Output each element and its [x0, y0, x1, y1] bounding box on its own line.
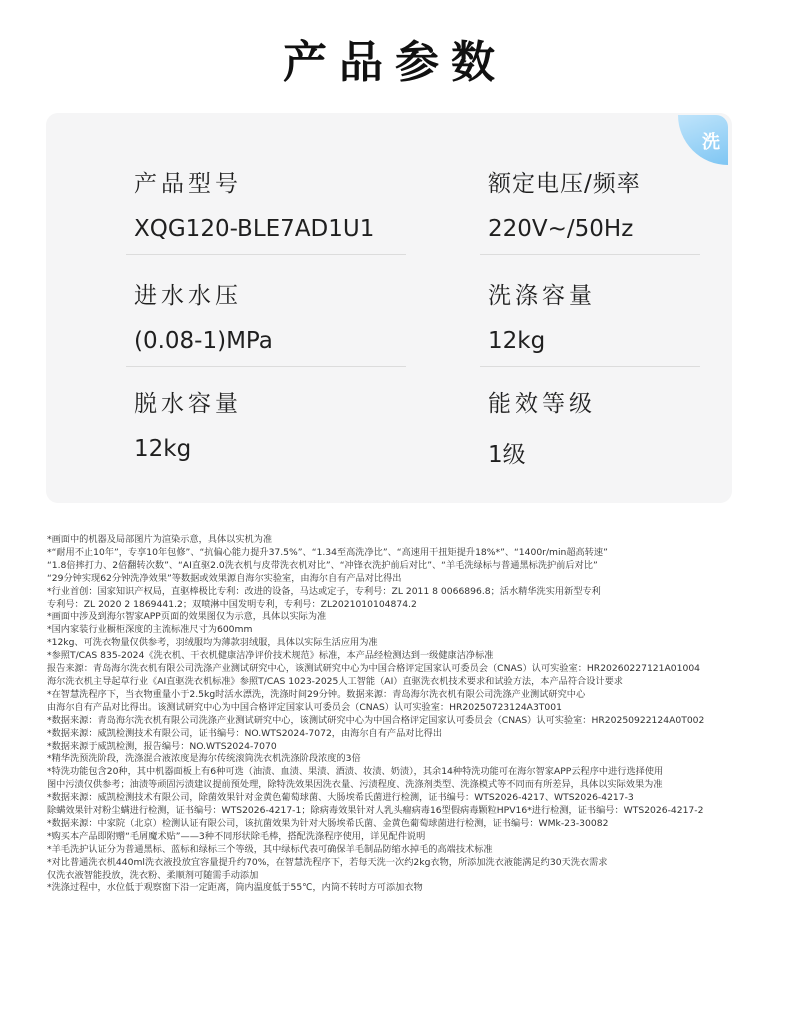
- param-value: 220V~/50Hz: [488, 216, 634, 242]
- footnote-line: *洗涤过程中，水位低于观察窗下沿一定距离，筒内温度低于55℃，内筒不转时方可添加衣物: [47, 882, 423, 894]
- footnote-line: *精华洗预洗阶段，洗涤混合液浓度是海尔传统滚筒洗衣机洗涤阶段浓度的3倍: [47, 753, 361, 765]
- param-value: 1级: [488, 442, 526, 468]
- footnote-line: *画面中涉及到海尔智家APP页面的效果图仅为示意，具体以实际为准: [47, 611, 327, 623]
- param-value: XQG120-BLE7AD1U1: [134, 216, 375, 242]
- param-energy-grade: [488, 385, 596, 469]
- footnote-line: *数据来源于威凯检测，报告编号：NO.WTS2024-7070: [47, 740, 277, 752]
- footnote-line: 报告来源：青岛海尔洗衣机有限公司洗涤产业测试研究中心，该测试研究中心为中国合格评定国家认可委员会（CNAS）认可实验室：HR20260227121A01004: [47, 663, 701, 675]
- footnote-line: *数据来源：中家院（北京）检测认证有限公司，该抗菌效果为针对大肠埃希氏菌、金黄色葡萄球菌进行检测，证书编号：WMk-23-30082: [47, 817, 609, 829]
- footnote-line: *参照T/CAS 835-2024《洗衣机、干衣机健康洁净评价技术规范》标准，本产品经检测达到一级健康洁净标准: [47, 650, 494, 662]
- footnote-line: *行业首创：国家知识产权局，直驱棒极比专利：改进的设备，马达或定子，专利号：ZL 2011 8 0066896.8；活水精华洗实用新型专利: [47, 585, 601, 597]
- wash-badge-label: 洗: [702, 132, 720, 153]
- product-params-card: [46, 113, 732, 503]
- divider: [126, 254, 406, 255]
- footnote-line: 仅洗衣液智能投放，洗衣粉、柔顺剂可随需手动添加: [47, 869, 259, 881]
- param-label: 洗涤容量: [488, 283, 596, 309]
- footnote-line: 海尔洗衣机主导起草行业《AI直驱洗衣机标准》参照T/CAS 1023-2025人工智能（AI）直驱洗衣机技术要求和试验方法，本产品符合设计要求: [47, 675, 623, 687]
- footnote-line: 除螨效果针对粉尘螨进行检测，证书编号：WTS2026-4217-1；除病毒效果针对人乳头瘤病毒16型假病毒颗粒HPV16*进行检测，证书编号：WTS2026-4217-2: [47, 805, 704, 817]
- param-label: 脱水容量: [134, 391, 242, 417]
- wash-badge: [678, 115, 728, 165]
- footnote-line: *国内家装行业橱柜深度的主流标准尺寸为600mm: [47, 624, 253, 636]
- footnote-line: *“耐用不止10年”，专享10年包修”、“抗偏心能力提升37.5%”、“1.34至高洗净比”、“高速用干扭矩提升18%*”、“1400r/min超高转速”: [47, 546, 608, 558]
- footnote-line: *特洗功能包含20种，其中机器面板上有6种可选（油渍、血渍、果渍、酒渍、妆渍、奶渍），其余14种特洗功能可在海尔智家APP云程序中进行选择使用: [47, 766, 664, 778]
- footnote-line: 专利号：ZL 2020 2 1869441.2；双喷淋中国发明专利，专利号：ZL2021010104874.2: [47, 598, 417, 610]
- footnote-line: *数据来源：青岛海尔洗衣机有限公司洗涤产业测试研究中心，该测试研究中心为中国合格评定国家认可委员会（CNAS）认可实验室：HR20250922124A0T002: [47, 714, 705, 726]
- footnote-line: *羊毛洗护认证分为普通黑标、蓝标和绿标三个等级，其中绿标代表可确保羊毛制品防缩水掉毛的高端技术标准: [47, 843, 493, 855]
- footnote-line: “29分钟实现62分钟洗净效果”等数据或效果源自海尔实验室，由海尔自有产品对比得出: [47, 572, 402, 584]
- divider: [480, 254, 700, 255]
- footnote-line: *画面中的机器及局部图片为渲染示意，具体以实机为准: [47, 534, 273, 545]
- footnote-line: *对比普通洗衣机440ml洗衣液投放宜容量提升约70%，在智慧洗程序下，若每天洗一次约2kg衣物，所添加洗衣液能满足约30天洗衣需求: [47, 856, 608, 868]
- param-spin-capacity: [134, 385, 242, 462]
- param-value: 12kg: [488, 328, 546, 354]
- footnote-line: *在智慧洗程序下，当衣物重量小于2.5kg时活水漂洗，洗涤时间29分钟。数据来源：青岛海尔洗衣机有限公司洗涤产业测试研究中心: [47, 688, 586, 700]
- footnote-line: “1.8倍摔打力、2倍翻转次数”、“AI直驱2.0洗衣机与皮带洗衣机对比”、“冲锋衣洗护前后对比”、“羊毛洗绿标与普通黑标洗护前后对比”: [47, 559, 598, 571]
- param-voltage-frequency: [488, 165, 641, 242]
- param-value: (0.08-1)MPa: [134, 328, 273, 354]
- divider: [480, 366, 700, 367]
- param-label: 产品型号: [134, 171, 242, 197]
- footnote-line: *购买本产品即附赠“毛屑魔术贴”——3种不同形状除毛棒，搭配洗涤程序使用，详见配件说明: [47, 830, 426, 842]
- footnote-line: 图中污渍仅供参考；油渍等顽固污渍建议提前预处理，除特洗效果因洗衣量、污渍程度、洗涤剂类型、洗涤模式等不同而有所差异，具体以实际效果为准: [47, 779, 663, 791]
- page-title: 产品参数: [283, 37, 507, 88]
- param-wash-capacity: [488, 277, 596, 354]
- footnote-line: *12kg、可洗衣物量仅供参考，羽绒服均为薄款羽绒服，具体以实际生活应用为准: [47, 637, 378, 649]
- param-inlet-pressure: [134, 277, 273, 354]
- param-label: 进水水压: [134, 283, 242, 309]
- param-label: 能效等级: [488, 391, 596, 417]
- footnote-line: *数据来源：威凯检测技术有限公司，证书编号：NO.WTS2024-7072，由海尔自有产品对比得出: [47, 727, 443, 739]
- param-value: 12kg: [134, 436, 192, 462]
- footnote-line: 由海尔自有产品对比得出。该测试研究中心为中国合格评定国家认可委员会（CNAS）认可实验室：HR20250723124A3T001: [47, 701, 562, 713]
- footnote-line: *数据来源：威凯检测技术有限公司，除菌效果针对金黄色葡萄球菌、大肠埃希氏菌进行检测，证书编号：WTS2026-4217、WTS2026-4217-3: [47, 792, 634, 804]
- param-label: 额定电压/频率: [488, 171, 641, 197]
- param-model: [134, 165, 374, 242]
- footnotes: [47, 534, 757, 895]
- divider: [126, 366, 406, 367]
